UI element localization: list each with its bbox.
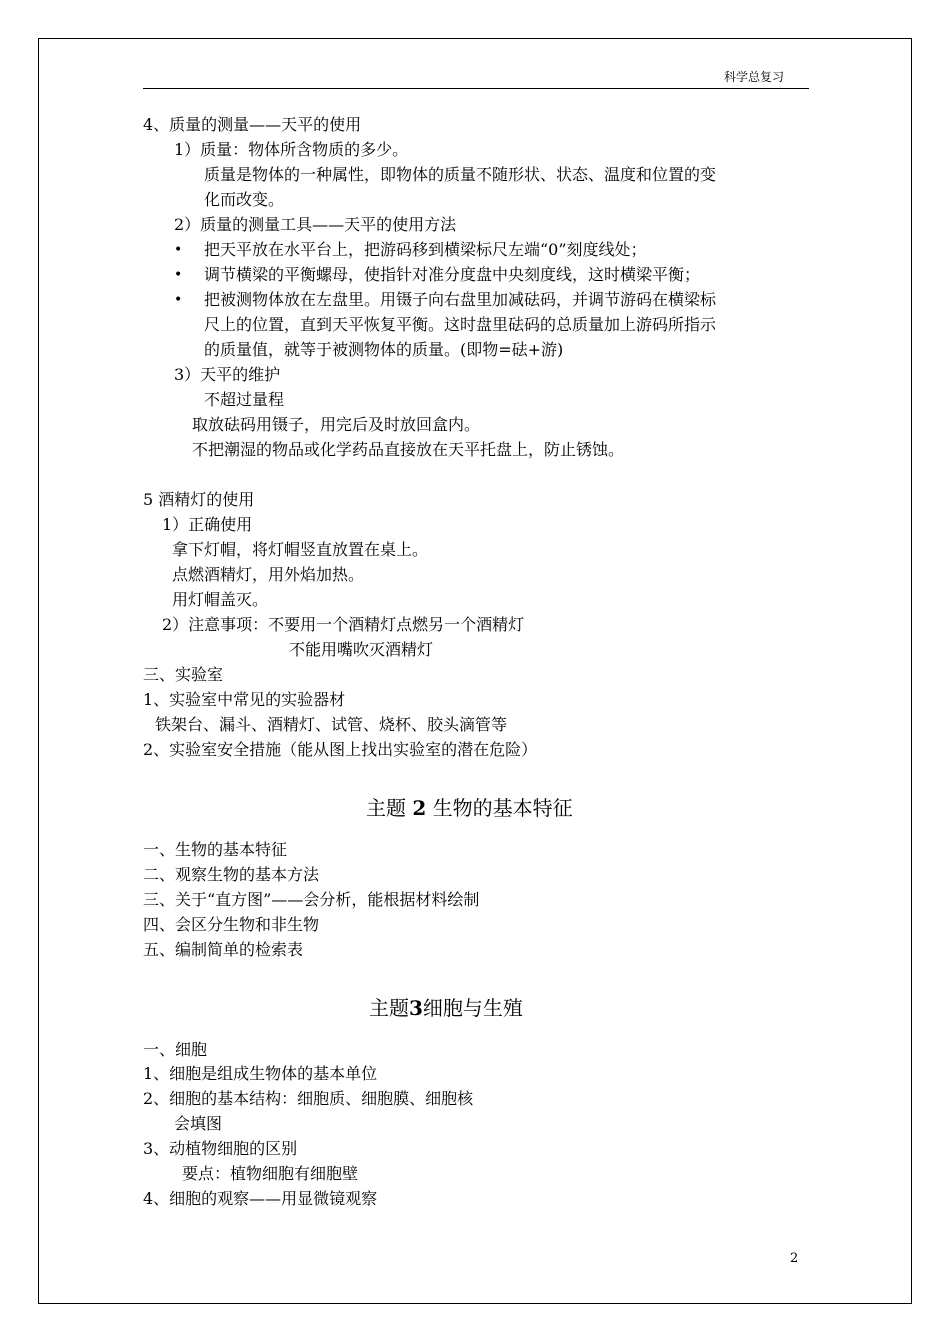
header-rule <box>143 88 809 89</box>
topic3-line1: 一、细胞 <box>143 1040 208 1059</box>
topic2-item: 三、关于“直方图”——会分析，能根据材料绘制 <box>143 890 480 909</box>
topic3-heading-prefix: 主题 <box>369 996 409 1020</box>
topic3-heading-text: 细胞与生殖 <box>422 996 523 1020</box>
topic2-item: 四、会区分生物和非生物 <box>143 915 320 934</box>
section5-s2-line2: 不能用嘴吹灭酒精灯 <box>289 640 434 659</box>
section5-s1-title: 1）正确使用 <box>162 515 253 534</box>
bullet-icon: • <box>174 267 183 283</box>
section5-title: 5 酒精灯的使用 <box>143 490 255 509</box>
bullet-icon: • <box>174 292 183 308</box>
topic2-heading-number: 2 <box>412 796 427 820</box>
lab-title: 三、实验室 <box>143 665 224 684</box>
section4-s3-line2: 取放砝码用镊子，用完后及时放回盒内。 <box>192 415 481 434</box>
topic3-line5: 3、动植物细胞的区别 <box>143 1139 298 1158</box>
section4-bullet2: 调节横梁的平衡螺母，使指针对准分度盘中央刻度线，这时横梁平衡； <box>204 265 701 284</box>
section4-s3-title: 3）天平的维护 <box>174 365 281 384</box>
section5-s1-line2: 点燃酒精灯，用外焰加热。 <box>172 565 365 584</box>
section4-s3-line1: 不超过量程 <box>204 390 285 409</box>
topic2-item: 二、观察生物的基本方法 <box>143 865 320 884</box>
lab-item1: 1、实验室中常见的实验器材 <box>143 690 346 709</box>
section4-bullet3-line1: 把被测物体放在左盘里。用镊子向右盘里加减砝码，并调节游码在横梁标 <box>204 290 717 309</box>
topic2-item: 五、编制简单的检索表 <box>143 940 304 959</box>
lab-item1-detail: 铁架台、漏斗、酒精灯、试管、烧杯、胶头滴管等 <box>155 715 508 734</box>
topic2-item: 一、生物的基本特征 <box>143 840 288 859</box>
section4-s3-line3: 不把潮湿的物品或化学药品直接放在天平托盘上，防止锈蚀。 <box>192 440 625 459</box>
topic2-heading <box>366 796 573 820</box>
topic3-line2: 1、细胞是组成生物体的基本单位 <box>143 1064 378 1083</box>
section4-bullet3-line2: 尺上的位置，直到天平恢复平衡。这时盘里砝码的总质量加上游码所指示 <box>204 315 717 334</box>
section4-bullet3-line3: 的质量值，就等于被测物体的质量。(即物=砝+游) <box>204 340 564 359</box>
topic2-heading-text: 生物的基本特征 <box>432 796 573 820</box>
topic2-heading-prefix: 主题 <box>366 796 406 820</box>
section5-s1-line3: 用灯帽盖灭。 <box>172 590 269 609</box>
topic3-line6: 要点：植物细胞有细胞壁 <box>182 1164 359 1183</box>
section4-s1-line1: 质量是物体的一种属性，即物体的质量不随形状、状态、温度和位置的变 <box>204 165 717 184</box>
lab-item2: 2、实验室安全措施（能从图上找出实验室的潜在危险） <box>143 740 538 759</box>
bullet-icon: • <box>174 242 183 258</box>
section5-s1-line1: 拿下灯帽，将灯帽竖直放置在桌上。 <box>172 540 429 559</box>
topic3-heading <box>369 996 523 1020</box>
section4-title: 4、质量的测量——天平的使用 <box>143 115 362 134</box>
header-title: 科学总复习 <box>723 70 784 84</box>
section4-bullet1: 把天平放在水平台上，把游码移到横梁标尺左端“0”刻度线处； <box>204 240 647 259</box>
topic3-line4: 会填图 <box>174 1114 223 1133</box>
topic3-heading-number: 3 <box>409 996 423 1020</box>
section4-s1-title: 1）质量：物体所含物质的多少。 <box>174 140 409 159</box>
page-number: 2 <box>790 1251 799 1266</box>
section4-s2-title: 2）质量的测量工具——天平的使用方法 <box>174 215 457 234</box>
topic3-line7: 4、细胞的观察——用显微镜观察 <box>143 1189 378 1208</box>
section5-s2-title: 2）注意事项：不要用一个酒精灯点燃另一个酒精灯 <box>162 615 525 634</box>
topic3-line3: 2、细胞的基本结构：细胞质、细胞膜、细胞核 <box>143 1089 474 1108</box>
section4-s1-line2: 化而改变。 <box>204 190 285 209</box>
